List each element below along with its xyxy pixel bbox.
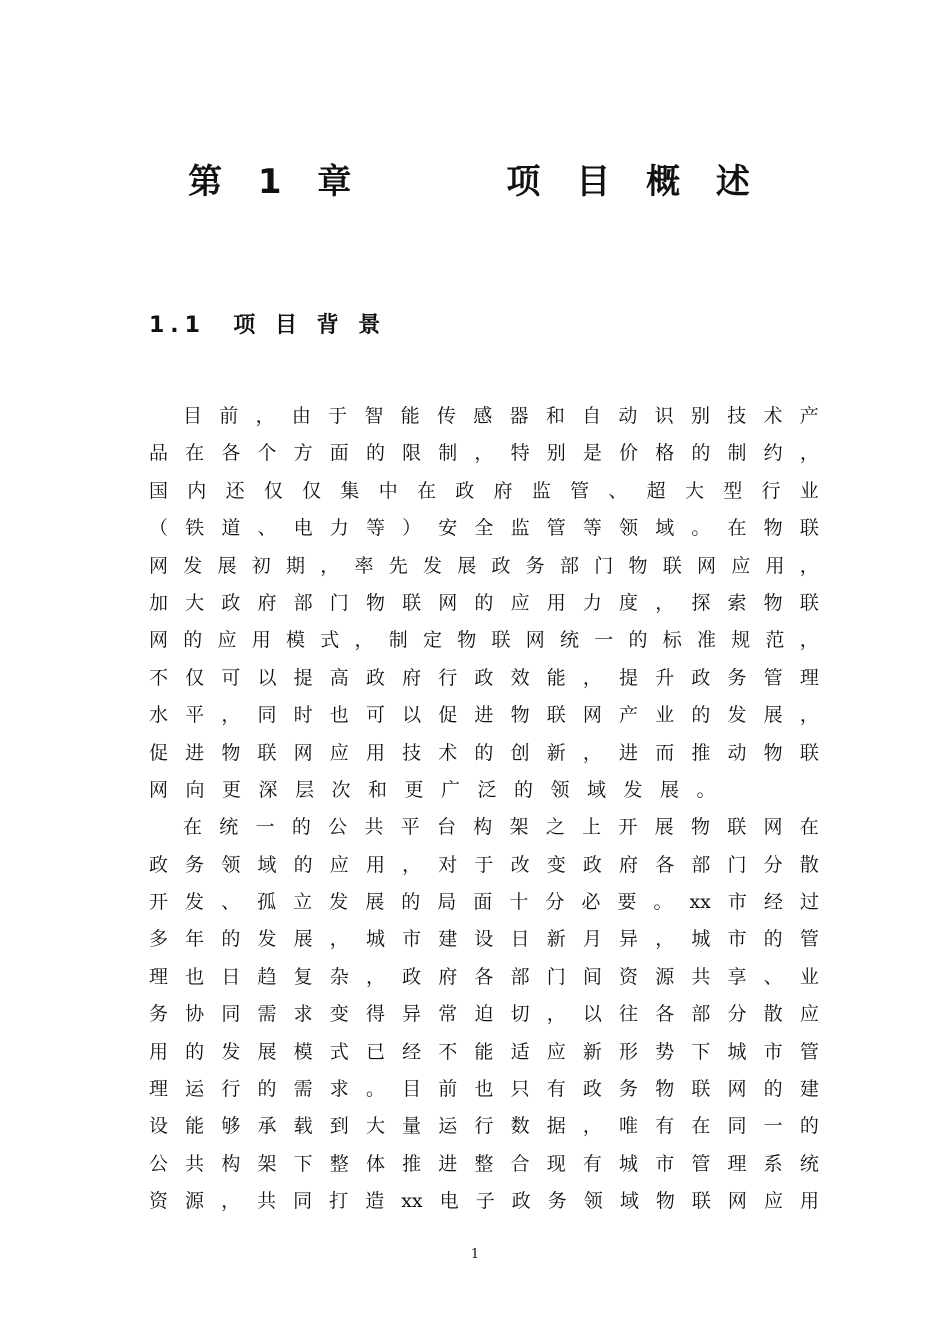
text-line: 网 的 应 用 模 式 ， 制 定 物 联 网 统 一 的 标 准 规 范 ， — [149, 629, 819, 652]
paragraph-1 — [149, 398, 819, 809]
chapter-title: 第 1 章 项 目 概 述 — [188, 162, 762, 202]
text-line: （ 铁 道 、 电 力 等 ） 安 全 监 管 等 领 域 。 在 物 联 — [149, 517, 819, 540]
text-line: 水 平 ， 同 时 也 可 以 促 进 物 联 网 产 业 的 发 展 ， — [149, 704, 819, 727]
text-line: 目 前 ， 由 于 智 能 传 感 器 和 自 动 识 别 技 术 产 — [183, 405, 819, 427]
text-line: 不 仅 可 以 提 高 政 府 行 政 效 能 ， 提 升 政 务 管 理 — [149, 666, 819, 689]
text-line: 网向更深层次和更广泛的领域发展。 — [149, 778, 734, 801]
text-line: 加 大 政 府 部 门 物 联 网 的 应 用 力 度 ， 探 索 物 联 — [149, 591, 819, 614]
text-line: 在 统 一 的 公 共 平 台 构 架 之 上 开 展 物 联 网 在 — [183, 816, 819, 839]
text-line: 理 运 行 的 需 求 。 目 前 也 只 有 政 务 物 联 网 的 建 — [149, 1078, 819, 1101]
text-line: 用 的 发 展 模 式 已 经 不 能 适 应 新 形 势 下 城 市 管 — [149, 1040, 819, 1063]
text-line: 务 协 同 需 求 变 得 异 常 迫 切 ， 以 往 各 部 分 散 应 — [149, 1003, 819, 1026]
text-line: 政 务 领 域 的 应 用 ， 对 于 改 变 政 府 各 部 门 分 散 — [149, 853, 819, 876]
text-line: 公 共 构 架 下 整 体 推 进 整 合 现 有 城 市 管 理 系 统 — [149, 1152, 819, 1175]
page-number: 1 — [470, 1247, 480, 1262]
text-line: 设 能 够 承 载 到 大 量 运 行 数 据 ， 唯 有 在 同 一 的 — [149, 1115, 819, 1138]
text-line: 资 源 ， 共 同 打 造 xx 电 子 政 务 领 域 物 联 网 应 用 — [149, 1190, 819, 1213]
text-line: 促 进 物 联 网 应 用 技 术 的 创 新 ， 进 而 推 动 物 联 — [149, 741, 819, 764]
text-line: 多 年 的 发 展 ， 城 市 建 设 日 新 月 异 ， 城 市 的 管 — [149, 928, 819, 951]
paragraph-2 — [149, 809, 819, 1220]
text-line: 国 内 还 仅 仅 集 中 在 政 府 监 管 、 超 大 型 行 业 — [149, 479, 819, 502]
text-line: 品 在 各 个 方 面 的 限 制 ， 特 别 是 价 格 的 制 约 ， — [149, 442, 819, 465]
body-text — [149, 398, 819, 1221]
text-line: 网 发 展 初 期 ， 率 先 发 展 政 务 部 门 物 联 网 应 用 ， — [149, 554, 819, 577]
text-line: 开 发 、 孤 立 发 展 的 局 面 十 分 必 要 。 xx 市 经 过 — [149, 891, 819, 914]
text-line: 理 也 日 趋 复 杂 ， 政 府 各 部 门 间 资 源 共 享 、 业 — [149, 965, 819, 988]
section-title: 1.1 项 目 背 景 — [149, 313, 387, 338]
